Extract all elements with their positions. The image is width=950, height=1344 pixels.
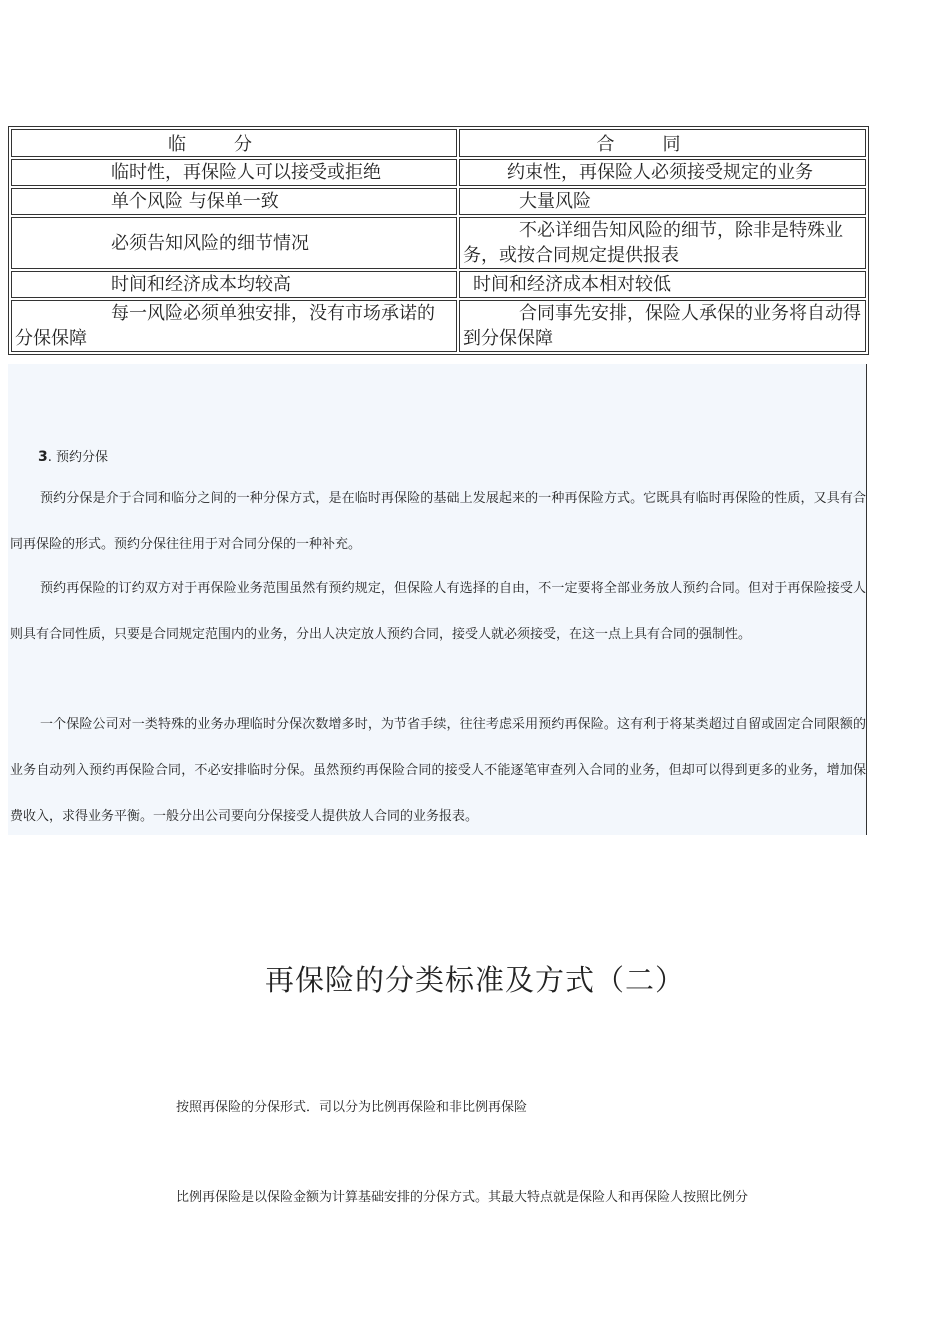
section-panel (8, 364, 867, 835)
table-cell-left: 必须告知风险的细节情况 (11, 217, 457, 269)
table-cell-left: 每一风险必须单独安排，没有市场承诺的分保保障 (11, 300, 457, 352)
table-cell-right: 大量风险 (459, 188, 866, 215)
table-row (11, 159, 866, 186)
page-title: 再保险的分类标准及方式（二） (264, 963, 685, 997)
table-row (11, 300, 866, 352)
table-row (11, 188, 866, 215)
table-cell-right: 合同事先安排，保险人承保的业务将自动得到分保保障 (459, 300, 866, 352)
comparison-table (8, 126, 869, 355)
paragraph: 预约再保险的订约双方对于再保险业务范围虽然有预约规定，但保险人有选择的自由，不一定要将全部业务放人预约合同。但对于再保险接受人则具有合同性质，只要是合同规定范围内的业务，分出人决定放人预约合同，接受人就必须接受，在这一点上具有合同的强制性。 (10, 581, 866, 642)
table-header-row (11, 129, 866, 157)
header-treaty: 合同 (459, 129, 866, 157)
body-text: 比例再保险是以保险金额为计算基础安排的分保方式。其最大特点就是保险人和再保险人按照比例分 (176, 1190, 749, 1205)
section-number: 3 (38, 449, 48, 465)
table-row (11, 217, 866, 269)
paragraph: 预约分保是介于合同和临分之间的一种分保方式，是在临时再保险的基础上发展起来的一种再保险方式。它既具有临时再保险的性质，又具有合同再保险的形式。预约分保往往用于对合同分保的一种补充。 (10, 491, 866, 552)
paragraph: 一个保险公司对一类特殊的业务办理临时分保次数增多时，为节省手续，往往考虑采用预约再保险。这有利于将某类超过自留或固定合同限额的业务自动列入预约再保险合同，不必安排临时分保。虽然预约再保险合同的接受人不能逐笔审查列入合同的业务，但却可以得到更多的业务，增加保费收入，求得业务平衡。一般分出公司要向分保接受人提供放人合同的业务报表。 (10, 717, 866, 824)
table-cell-left: 单个风险 与保单一致 (11, 188, 457, 215)
header-facultative: 临分 (11, 129, 457, 157)
table-cell-right: 时间和经济成本相对较低 (459, 271, 866, 298)
table-row (11, 271, 866, 298)
section-heading-text: . 预约分保 (47, 450, 109, 465)
section-heading (38, 446, 108, 465)
table-cell-right: 约束性，再保险人必须接受规定的业务 (459, 159, 866, 186)
table-cell-right: 不必详细告知风险的细节，除非是特殊业务，或按合同规定提供报表 (459, 217, 866, 269)
table-cell-left: 时间和经济成本均较高 (11, 271, 457, 298)
table-cell-left: 临时性，再保险人可以接受或拒绝 (11, 159, 457, 186)
body-text: 按照再保险的分保形式．司以分为比例再保险和非比例再保险 (176, 1100, 528, 1115)
